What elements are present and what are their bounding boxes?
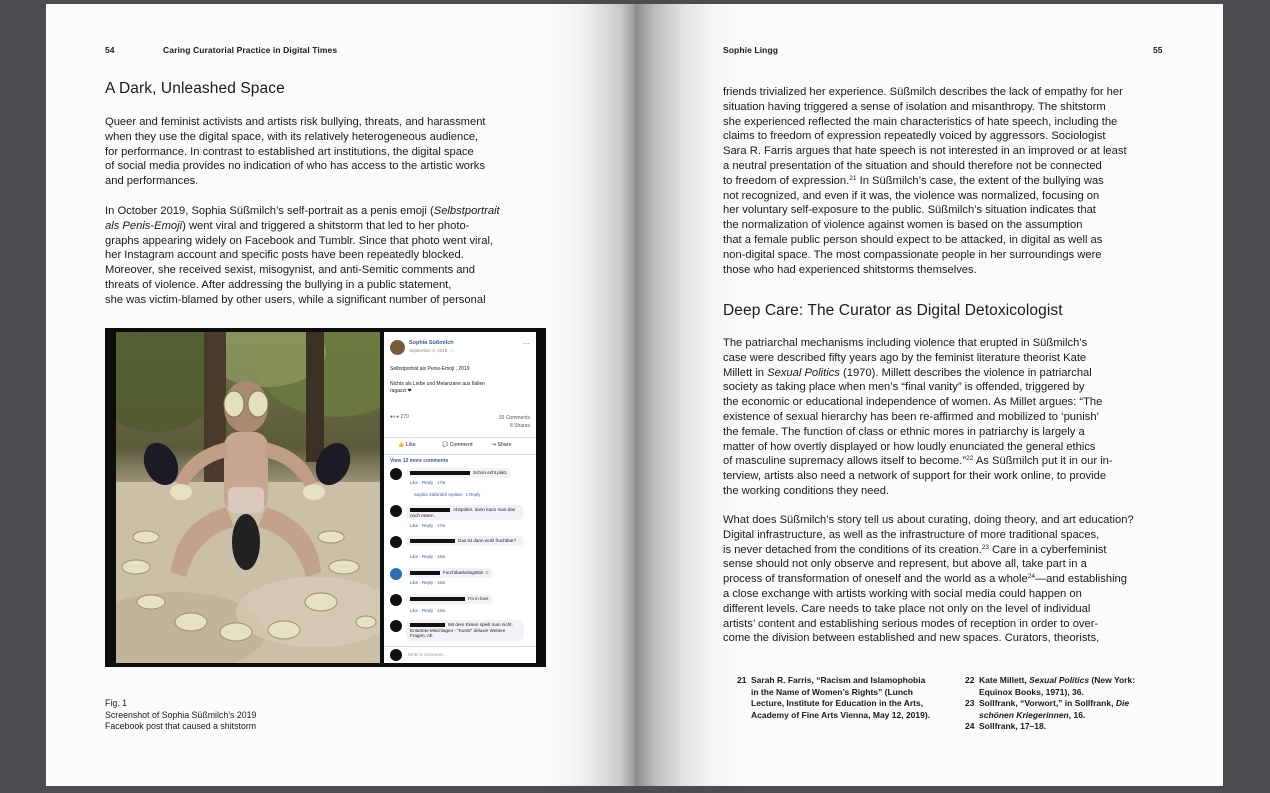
footnote-ref-23: 23	[981, 543, 989, 551]
fb-post-text-1: Nichts als Liebe und Melanzane aus Italien	[390, 381, 486, 387]
section-heading-dark-space: A Dark, Unleashed Space	[105, 80, 285, 97]
commenter-avatar	[390, 468, 402, 480]
paragraph-4: What does Süßmilch’s story tell us about curating, doing theory, and art education? Digital infrastructure, as well as the infrastructure of more traditional spaces, is never detached from the conditions of its creation.$^{23}$ Care in a cyberfeminist sense should not only observe and represent, but above all, take part in a process of transformation of oneself and the world as a whole$^{24}$—and establishing a close exchange with artists working with social media could happen on different levels. Care needs to take place not only on the level of individual artists’ content and establishing serious modes of reception in order to over- come the division between established and new spaces. Curators, theorists,	[723, 514, 1134, 645]
paragraph-1: Queer and feminist activists and artists risk bullying, threats, and harassment when they use the digital space, with its relatively heterogeneous audience, for performance. In contrast to established art institutions, the digital space of social media provides no indication of who has access to the artistic works and performances.	[105, 116, 486, 188]
page-number-right: 55	[1153, 45, 1163, 55]
fb-reaction-count: 270	[400, 414, 409, 420]
fb-comment-count: 33 Comments	[498, 415, 530, 421]
fb-comment-button: 💬 Comment	[442, 442, 473, 448]
fb-post-title: Selbstporträt als Penis-Emoji , 2019	[390, 366, 470, 372]
fb-post-text-2: ragazzi ❤	[390, 388, 412, 394]
running-head-left: Caring Curatorial Practice in Digital Times	[163, 45, 338, 55]
section-heading-deep-care: Deep Care: The Curator as Digital Detoxicologist	[723, 302, 1063, 319]
page-number-left: 54	[105, 45, 115, 55]
artwork-photo	[116, 332, 380, 663]
running-head-right: Sophie Lingg	[723, 45, 779, 55]
fb-counts	[499, 414, 530, 430]
fb-like-button: 👍 Like	[398, 442, 416, 448]
fb-share-button: ↪ Share	[492, 442, 512, 448]
paragraph-continued: friends trivialized her experience. Süßmilch describes the lack of empathy for her situation having triggered a sense of isolation and misanthropy. The shitstorm she experienced reflected the main characteristics of hate speech, including the claims to freedom of expression repeatedly voiced by aggressors. Sociologist Sara R. Farris argues that hate speech is not interested in an improved or at least a neutral presentation of the situation and should therefore not be connected to freedom of expression.$^{21}$ In Süßmilch’s case, the extent of the bullying was not recognized, and even if it was, the violence was normalized, focusing on her voluntary self-exposure to the public. Süßmilch’s situation indicates that the normalization of violence against women is based on the assumption that a female public person should expect to be attacked, in digital as well as non-digital space. The most compassionate people in her surroundings were those who had experienced shitstorms themselves.	[723, 86, 1127, 276]
fb-avatar	[390, 340, 405, 355]
fb-reactions: ●●● 270	[390, 414, 409, 420]
footnote-ref-21: 21	[849, 174, 857, 182]
paragraph-2: In October 2019, Sophia Süßmilch’s self-portrait as a penis emoji (Selbstportrait als Penis-Emoji) went viral and triggered a shitstorm that led to her photo- graphs appearing widely on Facebook and Tumblr. Since that photo went viral, her Instagram account and specific posts have been repeatedly blocked. Moreover, she received sexist, misogynist, and anti-Semitic comments and threats of violence. After addressing the bullying in a public statement, she was victim-blamed by other users, while a significant number of personal	[105, 205, 500, 306]
fb-view-more-comments: View 12 more comments	[390, 458, 449, 464]
fb-author-name: Sophia Süßmilch	[409, 340, 454, 346]
figure-caption: Fig. 1 Screenshot of Sophia Süßmilch’s 2019 Facebook post that caused a shitstorm	[105, 698, 257, 731]
reaction-icons: ●	[390, 414, 394, 420]
facebook-post-screenshot: Sophia Süßmilch September 4, 2019 · ○ ⋯ Selbstporträt als Penis-Emoji , 2019 Nichts als Liebe und Melanzane aus Italien ragazzi ❤ ●●● 270 33 Comments 8 Shares 👍 Like 💬 Comment ↪ Share View 12 more comments Schon echt platt. Like · Reply · 17w Sophia Süßmilch replied · 1 Reply Abspülen, dann kann man das noch essen. Like · Reply · 17w Das ist dann wohl fruchtbar? Like · Reply · 16w Furchtbarkeitsgöttin ☺ Like · Reply · 16w I'm in love Like · Reply · 13w Mit dem Essen spielt man nicht. Entartete Mischlagen - "Kunst" deluxe! Weitere Fragen: Ab Write a comment...	[384, 332, 536, 663]
footnote-ref-24: 24	[1027, 573, 1035, 581]
fb-action-bar	[384, 437, 536, 455]
paragraph-3: The patriarchal mechanisms including violence that erupted in Süßmilch’s case were described fifty years ago by the feminist literature theorist Kate Millett in Sexual Politics (1970). Millett describes the violence in patriarchal society as taking place when men’s “final vanity” is offended, triggered by the economic or educational independence of women. As Millet argues: “The existence of sexual hierarchy has been re-affirmed and mobilized to ‘punish’ the female. The function of class or ethnic mores in patriarchy is largely a matter of how overtly displayed or how loudly enunciated the general ethics of masculine supremacy allows itself to become.”$^{22}$ As Süßmilch put it in our in- terview, artists also need a network of support for their work online, to provide the working conditions they need.	[723, 337, 1113, 497]
photo-illustration	[116, 332, 380, 663]
fb-post-date: September 4, 2019 · ○	[409, 348, 454, 353]
right-page: Sophie Lingg 55 friends trivialized her experience. Süßmilch describes the lack of empathy for her situation having triggered a sense of isolation and misanthropy. The shitstorm she experienced reflected the main characteristics of hate speech, including the claims to freedom of expression repeatedly voiced by aggressors. Sociologist Sara R. Farris argues that hate speech is not interested in an improved or at least a neutral presentation of the situation and should therefore not be connected to freedom of expression.$^{21}$ In Süßmilch’s case, the extent of the bullying was not recognized, and even if it was, the violence was normalized, focusing on her voluntary self-exposure to the public. Süßmilch’s situation indicates that the normalization of violence against women is based on the assumption that a female public person should expect to be attacked, in digital as well as non-digital space. The most compassionate people in her surroundings were those who had experienced shitstorms themselves. Deep Care: The Curator as Digital Detoxicologist The patriarchal mechanisms including violence that erupted in Süßmilch’s case were described fifty years ago by the feminist literature theorist Kate Millett in Sexual Politics (1970). Millett describes the violence in patriarchal society as taking place when men’s “final vanity” is offended, triggered by the economic or educational independence of women. As Millet argues: “The existence of sexual hierarchy has been re-affirmed and mobilized to ‘punish’ the female. The function of class or ethnic mores in patriarchy is largely a matter of how overtly displayed or how loudly enunciated the general ethics of masculine supremacy allows itself to become.”$^{22}$ As Süßmilch put it in our in- terview, artists also need a network of support for their work online, to provide the working conditions they need. What does Süßmilch’s story tell us about curating, doing theory, and art education? Digital infrastructure, as well as the infrastructure of more traditional spaces, is never detached from the conditions of its creation.$^{23}$ Care in a cyberfeminist sense should not only observe and represent, but above all, take part in a process of transformation of oneself and the world as a whole$^{24}$—and establishing a close exchange with artists working with social media could happen on different levels. Care needs to take place not only on the level of individual artists’ content and establishing serious modes of reception in order to over- come the division between established and new spaces. Curators, theorists, 21 Sarah R. Farris, “Racism and Islamophobia in the Name of Women’s Rights” (Lunch Lecture, Institute for Education in the Arts, Academy of Fine Arts Vienna, May 12, 2019). 22 Kate Millett, Sexual Politics (New York: Equinox Books, 1971), 36. 23 Sollfrank, “Vorwort,” in Sollfrank, Die schönen Kriegerinnen, 16. 24 Sollfrank, 17–18.	[635, 4, 1223, 786]
fb-share-count: 8 Shares	[509, 423, 530, 429]
footnote-ref-22: 22	[966, 455, 974, 463]
more-options-icon: ⋯	[523, 341, 530, 348]
fb-write-comment	[384, 646, 536, 663]
fb-write-placeholder: Write a comment...	[408, 652, 447, 657]
left-page	[46, 4, 635, 786]
figure-1	[105, 328, 546, 667]
